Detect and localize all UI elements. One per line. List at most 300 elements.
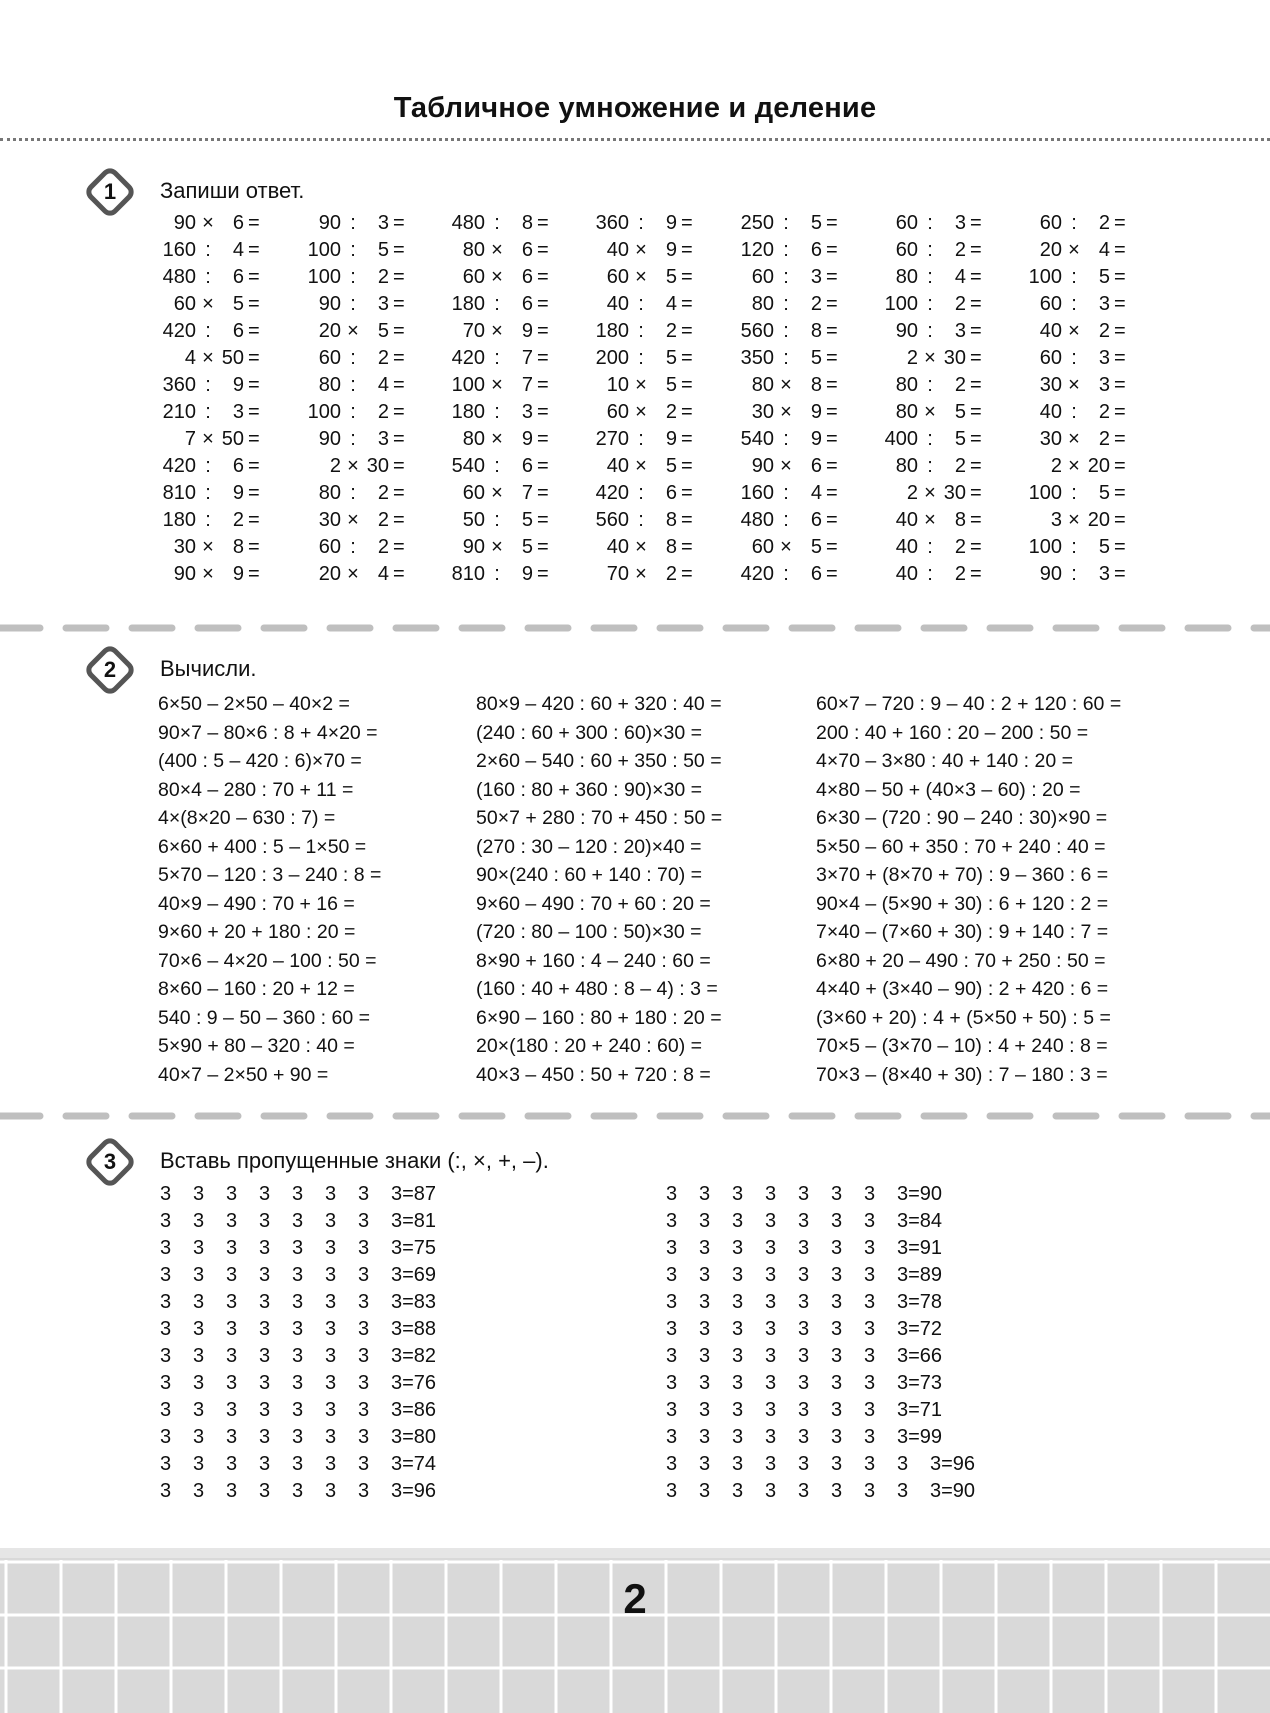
- digit: 3: [831, 1345, 843, 1367]
- digit: 3: [831, 1183, 843, 1205]
- operand-b: 20: [1087, 509, 1110, 531]
- task3-equation: [160, 1316, 436, 1343]
- equals-sign: =: [537, 401, 549, 423]
- task2-expression: 70×5 – (3×70 – 10) : 4 + 240 : 8 =: [816, 1035, 1108, 1057]
- operator: :: [638, 509, 644, 531]
- operand-b: 9: [665, 428, 677, 450]
- equals-sign: =: [537, 536, 549, 558]
- operator: ×: [202, 563, 214, 585]
- task2-expression: 70×3 – (8×40 + 30) : 7 – 180 : 3 =: [816, 1063, 1108, 1086]
- task2-expression: 40×9 – 490 : 70 + 16 =: [158, 892, 355, 915]
- task1-badge: [86, 168, 134, 216]
- equals-sign: =: [248, 563, 260, 585]
- operand-a: 80: [318, 482, 341, 504]
- operand-a: 60: [462, 482, 485, 504]
- operator: ×: [347, 455, 359, 477]
- operator: ×: [780, 401, 792, 423]
- digit: 3: [699, 1291, 711, 1313]
- task2-expression: 6×80 + 20 – 490 : 70 + 250 : 50 =: [816, 949, 1106, 972]
- digit: 3: [732, 1183, 744, 1205]
- digit: 3: [160, 1237, 172, 1259]
- operand-b: 2: [377, 536, 389, 558]
- digit: 3: [699, 1399, 711, 1421]
- digit: 3: [226, 1426, 238, 1448]
- operator: ×: [635, 401, 647, 423]
- operand-b: 9: [232, 374, 244, 396]
- operand-b: 7: [521, 374, 533, 396]
- digit: 3: [292, 1318, 304, 1340]
- operand-b: 5: [377, 239, 389, 261]
- operand-a: 160: [162, 239, 196, 261]
- digit: 3: [160, 1318, 172, 1340]
- task3-equation: [160, 1370, 436, 1397]
- equals-sign: =: [970, 563, 982, 585]
- operand-b: 5: [521, 536, 533, 558]
- equals-sign: =: [826, 455, 838, 477]
- task2-expression: 6×60 + 400 : 5 – 1×50 =: [158, 835, 367, 858]
- operator: ×: [1068, 320, 1080, 342]
- equals-sign: =: [393, 482, 405, 504]
- digit: 3: [765, 1291, 777, 1313]
- task3-equation: [160, 1262, 436, 1289]
- operator: :: [783, 212, 789, 234]
- task3-equation: [160, 1451, 436, 1478]
- operand-a: 40: [895, 536, 918, 558]
- operand-a: 270: [595, 428, 629, 450]
- digit: 3: [226, 1291, 238, 1313]
- operand-a: 540: [451, 455, 485, 477]
- task3-instruction: Вставь пропущенные знаки (:, ×, +, –).: [160, 1148, 549, 1173]
- digit: 3: [325, 1291, 337, 1313]
- equals-sign: =: [826, 428, 838, 450]
- operand-b: 2: [810, 293, 822, 315]
- operand-a: 40: [1039, 401, 1062, 423]
- equals-sign: =: [826, 509, 838, 531]
- operator: ×: [635, 239, 647, 261]
- digit: 3: [798, 1210, 810, 1232]
- operand-a: 80: [895, 266, 918, 288]
- digit: 3: [226, 1264, 238, 1286]
- digit: 3: [160, 1453, 172, 1475]
- operand-a: 2: [329, 455, 341, 477]
- digit: 3: [226, 1372, 238, 1394]
- equals-sign: =: [393, 563, 405, 585]
- operand-b: 3: [1098, 563, 1110, 585]
- equals-sign: =: [248, 455, 260, 477]
- digit: 3: [193, 1183, 205, 1205]
- operand-b: 4: [377, 563, 389, 585]
- task2-expression: 50×7 + 280 : 70 + 450 : 50 =: [476, 807, 723, 829]
- task2-expression: 7×40 – (7×60 + 30) : 9 + 140 : 7 =: [816, 921, 1109, 943]
- operand-b: 8: [810, 320, 822, 342]
- operand-a: 560: [740, 320, 774, 342]
- equals-sign: =: [248, 239, 260, 261]
- equals-sign: =: [681, 482, 693, 504]
- operand-b: 9: [232, 563, 244, 585]
- digit: 3: [864, 1399, 876, 1421]
- operand-a: 420: [595, 482, 629, 504]
- equals-sign: =: [970, 320, 982, 342]
- digit: 3: [325, 1426, 337, 1448]
- task2-number: 2: [103, 657, 117, 682]
- dotted-divider: [0, 138, 1270, 141]
- operand-a: 7: [184, 428, 196, 450]
- operator: :: [783, 428, 789, 450]
- task3-equation: [160, 1235, 436, 1262]
- equals-sign: =: [826, 347, 838, 369]
- task3-equation: [160, 1424, 436, 1451]
- operator: :: [350, 374, 356, 396]
- operand-a: 100: [307, 239, 341, 261]
- digit: 3: [864, 1210, 876, 1232]
- equals-sign: =: [970, 509, 982, 531]
- operand-a: 10: [606, 374, 629, 396]
- operand-b: 5: [377, 320, 389, 342]
- operand-b: 3: [377, 428, 389, 450]
- operand-a: 360: [162, 374, 196, 396]
- digit: 3: [666, 1264, 678, 1286]
- operand-b: 2: [377, 401, 389, 423]
- operand-b: 2: [377, 266, 389, 288]
- equals-sign: =: [681, 320, 693, 342]
- operand-b: 9: [521, 320, 533, 342]
- operand-a: 40: [895, 509, 918, 531]
- operand-b: 8: [232, 536, 244, 558]
- task2-expression: (3×60 + 20) : 4 + (5×50 + 50) : 5 =: [816, 1006, 1111, 1029]
- task2-expression: 4×80 – 50 + (40×3 – 60) : 20 =: [816, 778, 1081, 801]
- equals-sign: =: [970, 212, 982, 234]
- equals-sign: =: [393, 347, 405, 369]
- digit: 3: [831, 1318, 843, 1340]
- digit: 3: [160, 1372, 172, 1394]
- operator: :: [927, 239, 933, 261]
- equals-sign: =: [248, 536, 260, 558]
- digit: 3: [226, 1183, 238, 1205]
- digit: 3: [259, 1210, 271, 1232]
- equals-sign: =: [681, 374, 693, 396]
- operator: :: [350, 239, 356, 261]
- operator: :: [927, 455, 933, 477]
- operator: :: [783, 239, 789, 261]
- digit: 3: [292, 1399, 304, 1421]
- operand-b: 2: [1098, 428, 1110, 450]
- digit: 3: [193, 1318, 205, 1340]
- task2-expression: 40×7 – 2×50 + 90 =: [158, 1063, 329, 1086]
- operator: :: [1071, 563, 1077, 585]
- operand-b: 8: [521, 212, 533, 234]
- equals-sign: =: [537, 239, 549, 261]
- operator: :: [1071, 482, 1077, 504]
- page-number: 2: [623, 1575, 647, 1622]
- operand-b: 6: [810, 455, 822, 477]
- digit: 3: [699, 1426, 711, 1448]
- task2-expression: 540 : 9 – 50 – 360 : 60 =: [158, 1006, 370, 1029]
- digit: 3: [732, 1480, 744, 1502]
- operand-b: 2: [377, 509, 389, 531]
- operator: ×: [1068, 428, 1080, 450]
- operand-a: 80: [751, 293, 774, 315]
- operator: :: [350, 266, 356, 288]
- digit: 3: [699, 1318, 711, 1340]
- equation-result: 3=87: [391, 1183, 437, 1205]
- equals-sign: =: [248, 401, 260, 423]
- task2-expression: 9×60 – 490 : 70 + 60 : 20 =: [476, 892, 711, 915]
- operand-a: 60: [751, 266, 774, 288]
- equation-result: 3=73: [897, 1372, 943, 1394]
- digit: 3: [193, 1291, 205, 1313]
- digit: 3: [765, 1426, 777, 1448]
- operand-a: 90: [462, 536, 485, 558]
- operand-a: 420: [162, 320, 196, 342]
- digit: 3: [765, 1264, 777, 1286]
- equation-result: 3=75: [391, 1237, 437, 1259]
- operator: ×: [780, 455, 792, 477]
- operand-a: 90: [318, 293, 341, 315]
- operand-b: 9: [521, 428, 533, 450]
- task2-expression: (400 : 5 – 420 : 6)×70 =: [158, 750, 362, 772]
- operator: :: [1071, 401, 1077, 423]
- equation-result: 3=69: [391, 1264, 437, 1286]
- operand-b: 30: [943, 347, 966, 369]
- operand-a: 20: [1039, 239, 1062, 261]
- operator: :: [350, 401, 356, 423]
- equals-sign: =: [681, 266, 693, 288]
- digit: 3: [193, 1264, 205, 1286]
- equals-sign: =: [1114, 212, 1126, 234]
- equation-result: 3=83: [391, 1291, 437, 1313]
- digit: 3: [325, 1480, 337, 1502]
- operand-a: 80: [895, 401, 918, 423]
- operand-a: 60: [751, 536, 774, 558]
- digit: 3: [325, 1318, 337, 1340]
- equals-sign: =: [537, 455, 549, 477]
- operand-a: 40: [1039, 320, 1062, 342]
- task3-equation: [666, 1181, 975, 1208]
- operand-b: 5: [810, 536, 822, 558]
- operator: :: [638, 482, 644, 504]
- operand-b: 3: [810, 266, 822, 288]
- equals-sign: =: [537, 428, 549, 450]
- equals-sign: =: [681, 212, 693, 234]
- operand-a: 2: [906, 347, 918, 369]
- operand-b: 5: [665, 266, 677, 288]
- operand-b: 9: [521, 563, 533, 585]
- operand-b: 20: [1087, 455, 1110, 477]
- operator: ×: [924, 401, 936, 423]
- equals-sign: =: [681, 455, 693, 477]
- operator: ×: [924, 509, 936, 531]
- digit: 3: [193, 1237, 205, 1259]
- digit: 3: [732, 1318, 744, 1340]
- equals-sign: =: [393, 266, 405, 288]
- task2-expression: (270 : 30 – 120 : 20)×40 =: [476, 835, 702, 858]
- operator: :: [927, 212, 933, 234]
- equals-sign: =: [970, 239, 982, 261]
- digit: 3: [325, 1399, 337, 1421]
- digit: 3: [765, 1399, 777, 1421]
- operand-a: 100: [451, 374, 485, 396]
- task3-column-left: [160, 1181, 436, 1505]
- task2-instruction: Вычисли.: [160, 656, 257, 681]
- operator: :: [927, 563, 933, 585]
- operand-b: 6: [232, 266, 244, 288]
- operand-a: 30: [1039, 374, 1062, 396]
- operand-a: 480: [162, 266, 196, 288]
- operator: :: [494, 347, 500, 369]
- equals-sign: =: [681, 347, 693, 369]
- task2-expression: 2×60 – 540 : 60 + 350 : 50 =: [476, 750, 722, 772]
- operand-a: 160: [740, 482, 774, 504]
- digit: 3: [666, 1399, 678, 1421]
- equals-sign: =: [826, 401, 838, 423]
- digit: 3: [798, 1183, 810, 1205]
- digit: 3: [732, 1399, 744, 1421]
- equals-sign: =: [248, 212, 260, 234]
- digit: 3: [358, 1210, 370, 1232]
- digit: 3: [292, 1453, 304, 1475]
- operand-a: 40: [895, 563, 918, 585]
- equals-sign: =: [1114, 455, 1126, 477]
- footer-strip: [0, 1548, 1270, 1558]
- operand-b: 50: [221, 428, 244, 450]
- equals-sign: =: [826, 266, 838, 288]
- operand-a: 90: [1039, 563, 1062, 585]
- digit: 3: [864, 1453, 876, 1475]
- digit: 3: [358, 1264, 370, 1286]
- operand-b: 7: [521, 347, 533, 369]
- operator: ×: [780, 536, 792, 558]
- digit: 3: [798, 1453, 810, 1475]
- operand-a: 70: [606, 563, 629, 585]
- operator: ×: [347, 563, 359, 585]
- equals-sign: =: [970, 482, 982, 504]
- operand-a: 30: [318, 509, 341, 531]
- digit: 3: [292, 1264, 304, 1286]
- operand-b: 2: [954, 563, 966, 585]
- digit: 3: [160, 1183, 172, 1205]
- operand-b: 4: [810, 482, 822, 504]
- digit: 3: [897, 1480, 909, 1502]
- operator: ×: [1068, 374, 1080, 396]
- equation-result: 3=86: [391, 1399, 437, 1421]
- task2-expression: 70×6 – 4×20 – 100 : 50 =: [158, 949, 377, 972]
- operand-a: 80: [462, 428, 485, 450]
- operand-b: 2: [1098, 320, 1110, 342]
- digit: 3: [325, 1210, 337, 1232]
- operand-a: 3: [1050, 509, 1062, 531]
- equals-sign: =: [1114, 374, 1126, 396]
- digit: 3: [226, 1453, 238, 1475]
- digit: 3: [666, 1183, 678, 1205]
- digit: 3: [259, 1399, 271, 1421]
- digit: 3: [259, 1318, 271, 1340]
- operand-a: 200: [595, 347, 629, 369]
- equation-result: 3=74: [391, 1453, 437, 1475]
- operator: :: [494, 212, 500, 234]
- page-title: Табличное умножение и деление: [393, 92, 877, 124]
- operator: :: [1071, 347, 1077, 369]
- digit: 3: [831, 1372, 843, 1394]
- equals-sign: =: [681, 239, 693, 261]
- operand-b: 2: [377, 347, 389, 369]
- digit: 3: [259, 1480, 271, 1502]
- operator: ×: [491, 266, 503, 288]
- operand-a: 420: [740, 563, 774, 585]
- digit: 3: [358, 1318, 370, 1340]
- operator: :: [1071, 536, 1077, 558]
- task3-number: 3: [103, 1149, 117, 1174]
- operand-a: 400: [884, 428, 918, 450]
- operator: ×: [202, 536, 214, 558]
- equals-sign: =: [826, 374, 838, 396]
- operator: :: [927, 536, 933, 558]
- operand-b: 2: [954, 239, 966, 261]
- operator: :: [638, 428, 644, 450]
- equals-sign: =: [826, 293, 838, 315]
- operand-b: 4: [1098, 239, 1110, 261]
- equation-result: 3=90: [930, 1480, 976, 1502]
- task3-badge: [86, 1138, 134, 1186]
- digit: 3: [292, 1237, 304, 1259]
- equals-sign: =: [826, 239, 838, 261]
- operand-a: 180: [451, 293, 485, 315]
- digit: 3: [193, 1399, 205, 1421]
- operator: :: [783, 509, 789, 531]
- operand-a: 60: [173, 293, 196, 315]
- equals-sign: =: [1114, 428, 1126, 450]
- equals-sign: =: [970, 293, 982, 315]
- operand-b: 3: [521, 401, 533, 423]
- operator: :: [783, 347, 789, 369]
- operator: :: [1071, 266, 1077, 288]
- operator: :: [350, 482, 356, 504]
- operand-a: 60: [606, 401, 629, 423]
- digit: 3: [765, 1318, 777, 1340]
- equation-result: 3=91: [897, 1237, 943, 1259]
- task2-expression: 90×(240 : 60 + 140 : 70) =: [476, 864, 703, 886]
- digit: 3: [765, 1480, 777, 1502]
- operator: :: [205, 266, 211, 288]
- digit: 3: [226, 1345, 238, 1367]
- equals-sign: =: [537, 212, 549, 234]
- operator: :: [494, 455, 500, 477]
- task3-equation: [160, 1289, 436, 1316]
- equation-result: 3=72: [897, 1318, 943, 1340]
- equals-sign: =: [970, 455, 982, 477]
- operand-a: 810: [451, 563, 485, 585]
- digit: 3: [259, 1291, 271, 1313]
- operand-a: 100: [884, 293, 918, 315]
- operator: :: [927, 266, 933, 288]
- operand-b: 2: [377, 482, 389, 504]
- equals-sign: =: [970, 536, 982, 558]
- digit: 3: [831, 1453, 843, 1475]
- operator: :: [494, 293, 500, 315]
- task3-equation: [160, 1181, 436, 1208]
- equals-sign: =: [826, 320, 838, 342]
- digit: 3: [226, 1399, 238, 1421]
- operand-b: 5: [665, 455, 677, 477]
- operator: :: [205, 239, 211, 261]
- digit: 3: [765, 1372, 777, 1394]
- digit: 3: [864, 1264, 876, 1286]
- digit: 3: [325, 1453, 337, 1475]
- digit: 3: [193, 1480, 205, 1502]
- operand-a: 90: [173, 212, 196, 234]
- equals-sign: =: [681, 563, 693, 585]
- digit: 3: [699, 1480, 711, 1502]
- operand-a: 540: [740, 428, 774, 450]
